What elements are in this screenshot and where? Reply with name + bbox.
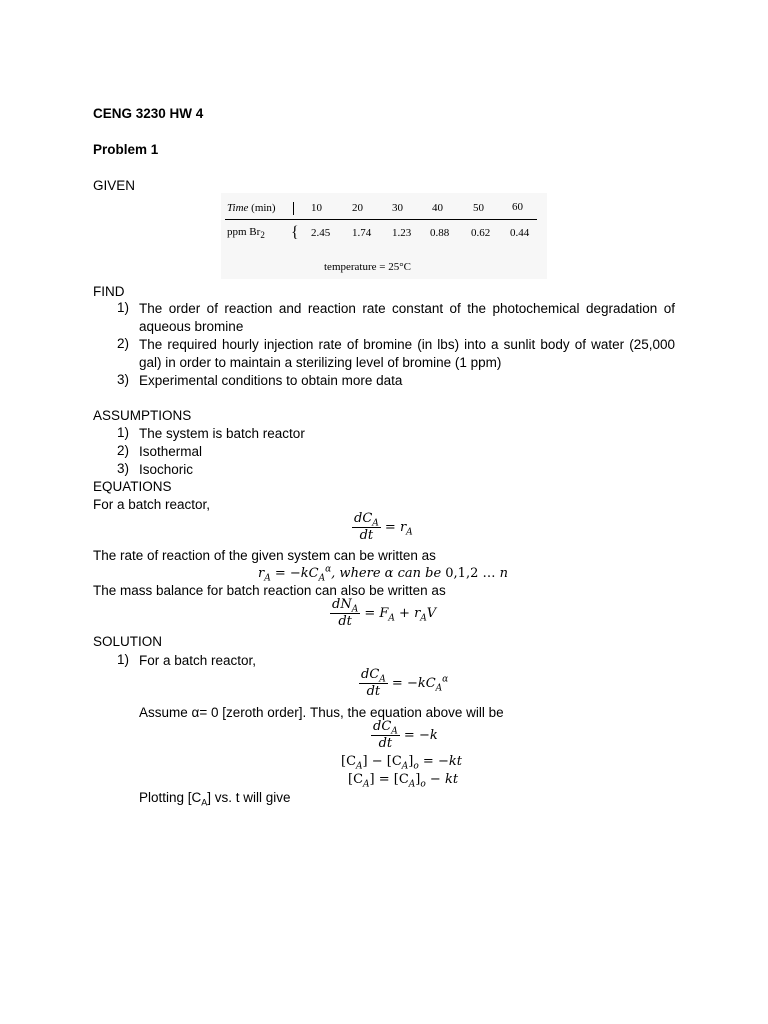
equation-rate-law: $r_A = -kC_A^\alpha$, where α can be 0,1,2 … n	[258, 564, 508, 584]
assumption-text: The system is batch reactor	[139, 426, 305, 441]
assume-text: Assume α= 0 [zeroth order]. Thus, the equation above will be	[139, 705, 504, 720]
time-cell: 40	[432, 202, 443, 214]
time-cell: 20	[352, 202, 363, 214]
plotting-text: Plotting $[C_A]$ vs. t will give	[139, 790, 291, 808]
equation-integrated: $[C_A] - [C_A]_o = -kt$	[341, 754, 462, 772]
find-item-text: Experimental conditions to obtain more data	[139, 373, 403, 388]
given-data-table	[221, 193, 547, 279]
time-header: Time (min)	[227, 202, 276, 214]
find-item-text: The required hourly injection rate of bromine (in lbs) into a sunlit body of water (25,000 gal) in order to maintain a sterilizing level of bromine (1 ppm)	[139, 337, 675, 370]
equations-heading: EQUATIONS	[93, 479, 172, 494]
time-cell: 30	[392, 202, 403, 214]
find-item-number: 1)	[117, 300, 130, 315]
equation-batch-rate: $\frac{dC_A}{dt}$ = $r_A$	[354, 511, 413, 543]
find-item-number: 3)	[117, 372, 130, 387]
find-heading: FIND	[93, 284, 125, 299]
equation-zeroth-order: $\frac{dC_A}{dt}$ = −k	[373, 719, 438, 751]
time-cell: 60	[512, 201, 523, 213]
document-title: CENG 3230 HW 4	[93, 106, 204, 121]
ppm-cell: 0.44	[510, 227, 530, 239]
problem-heading: Problem 1	[93, 142, 159, 157]
solution-heading: SOLUTION	[93, 634, 163, 649]
mass-balance-text: The mass balance for batch reaction can also be written as	[93, 583, 446, 598]
batch-reactor-text: For a batch reactor,	[93, 497, 211, 512]
rate-text: The rate of reaction of the given system can be written as	[93, 548, 436, 563]
find-item-text: The order of reaction and reaction rate constant of the photochemical degradation of aqueous bromine	[139, 301, 675, 334]
given-heading: GIVEN	[93, 178, 136, 193]
find-item-number: 2)	[117, 336, 130, 351]
assumption-number: 2)	[117, 443, 130, 458]
assumption-number: 1)	[117, 425, 130, 440]
equation-concentration: $[C_A] = [C_A]_o$ − kt	[348, 772, 459, 790]
ppm-cell: 1.74	[352, 227, 372, 239]
solution-number: 1)	[117, 652, 130, 667]
solution-text: For a batch reactor,	[139, 653, 257, 668]
ppm-cell: 0.88	[430, 227, 450, 239]
equation-batch-order: $\frac{dC_A}{dt}$ = $-kC_A^\alpha$	[361, 667, 449, 699]
temperature-caption: temperature = 25°C	[324, 261, 411, 273]
table-rule	[225, 219, 537, 220]
time-cell: 50	[473, 202, 484, 214]
ppm-cell: 0.62	[471, 227, 491, 239]
assumption-number: 3)	[117, 461, 130, 476]
ppm-header: ppm $Br_2$	[227, 226, 265, 241]
assumption-text: Isothermal	[139, 444, 203, 459]
assumption-text: Isochoric	[139, 462, 194, 477]
assumptions-heading: ASSUMPTIONS	[93, 408, 192, 423]
time-cell: 10	[311, 202, 322, 214]
equation-mass-balance: $\frac{dN_A}{dt}$ = $F_A + r_AV$	[332, 597, 437, 629]
header-separator	[293, 202, 294, 215]
ppm-cell: 2.45	[311, 227, 331, 239]
brace-mark: {	[291, 224, 299, 241]
ppm-cell: 1.23	[392, 227, 412, 239]
